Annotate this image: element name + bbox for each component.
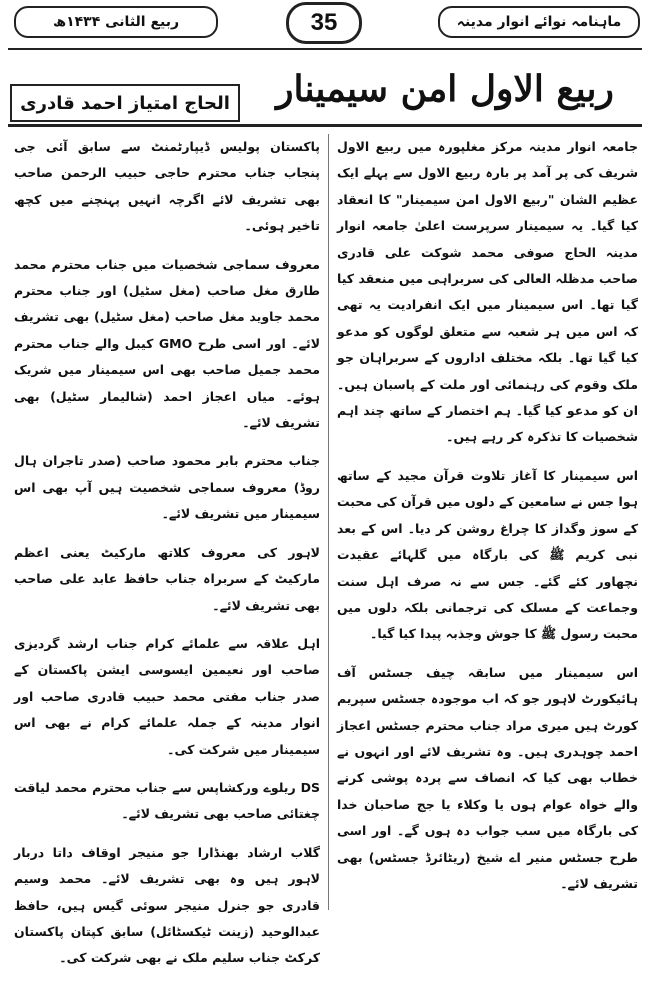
paragraph: لاہور کی معروف کلاتھ مارکیٹ یعنی اعظم مارکیٹ کے سربراہ جناب حافظ عابد علی صاحب بھی تشریف لائے۔ xyxy=(14,544,320,613)
paragraph: جامعہ انوار مدینہ مرکز مغلپورہ میں ربیع الاول شریف کی پر آمد پر بارہ ربیع الاول سے پہلے ایک عظیم الشان "ربیع الاول امن سیمینار" کا انعقاد کیا گیا۔ یہ سیمینار سرپرست اعلیٰ جامعہ انوار مدینہ الحاج صوفی محمد شوکت علی قادری صاحب مدظلہ العالی کی سربراہی میں منعقد کیا گیا تھا۔ اس سیمینار میں ایک انفرادیت یہ تھی کہ اس میں ہر شعبہ سے متعلق لوگوں کو مدعو کیا گیا تھا۔ بلکہ مختلف اداروں کے سربراہان جو ملک وقوم کی رہنمائی اور ملت کے پاسبان ہیں۔ ان کو مدعو کیا گیا۔ ہم اختصار کے ساتھ چند اہم شخصیات کا تذکرہ کر رہے ہیں۔ xyxy=(337,139,638,445)
article-title: ربیع الاول امن سیمینار xyxy=(276,68,614,110)
paragraph: اہل علاقہ سے علمائے کرام جناب ارشد گردیزی صاحب اور نعیمین ایسوسی ایشن پاکستان کے صدر جناب مفتی محمد حبیب قادری صاحب اور انوار مدینہ کے جملہ علمائے کرام نے بھی اس سیمینار میں شرکت کی۔ xyxy=(14,635,320,757)
paragraph: DS ریلوے ورکشاپس سے جناب محترم محمد لیاقت چغتائی صاحب بھی تشریف لائے۔ xyxy=(14,779,320,822)
left-column xyxy=(14,134,320,984)
page-number: 35 xyxy=(286,2,362,44)
paragraph: اس سیمینار کا آغاز تلاوت قرآن مجید کے ساتھ ہوا جس نے سامعین کے دلوں میں قرآن کی محبت کے سوز وگداز کا چراغ روشن کر دیا۔ اس کے بعد نبی کریم ﷺ کی بارگاہ میں گلہائے عقیدت نچھاور کئے گئے۔ جس سے نہ صرف اہل سنت وجماعت کے مسلک کی ترجمانی بلکہ دلوں میں محبت رسول ﷺ کا جوش وجذبہ پیدا کیا گیا۔ xyxy=(337,467,638,642)
title-rule xyxy=(8,124,642,127)
paragraph: اس سیمینار میں سابقہ چیف جسٹس آف ہائیکورٹ لاہور جو کہ اب موجودہ جسٹس سپریم کورٹ ہیں میری مراد جناب محترم جسٹس اعجاز احمد چوہدری ہیں۔ وہ تشریف لائے اور انہوں نے خطاب بھی کیا کہ انصاف سے پردہ پوشی کرنے والے خواہ عوام ہوں یا وکلاء یا جج صاحبان خدا کی بارگاہ میں سب جواب دہ ہوں گے۔ اور اسی طرح جسٹس منیر اے شیخ (ریٹائرڈ جسٹس) بھی تشریف لائے۔ xyxy=(337,664,638,891)
paragraph: پاکستان پولیس ڈیپارٹمنٹ سے سابق آئی جی پنجاب جناب محترم حاجی حبیب الرحمن صاحب بھی تشریف لائے اگرچہ انہیں پہنچنے میں کچھ تاخیر ہوئی۔ xyxy=(14,139,320,234)
paragraph: جناب محترم بابر محمود صاحب (صدر تاجران ہال روڈ) معروف سماجی شخصیت ہیں آپ بھی اس سیمینار میں تشریف لائے۔ xyxy=(14,453,320,522)
paragraph: گلاب ارشاد بھنڈارا جو منیجر اوقاف داتا دربار لاہور ہیں وہ بھی تشریف لائے۔ محمد وسیم قادری جو جنرل منیجر سوئی گیس ہیں، حافظ عبدالوحید (زینت ٹیکسٹائل) سابق کپتان پاکستان کرکٹ جناب سلیم ملک نے بھی شرکت کی۔ xyxy=(14,844,320,966)
column-divider xyxy=(328,134,329,910)
issue-date-label: ربیع الثانی ۱۴۳۴ھ xyxy=(14,6,218,38)
magazine-name: ماہنامہ نوائے انوار مدینہ xyxy=(438,6,640,38)
right-column xyxy=(337,134,638,909)
header-rule xyxy=(8,48,642,50)
paragraph: معروف سماجی شخصیات میں جناب محترم محمد طارق مغل صاحب (مغل سٹیل) اور جناب محترم محمد جاوید مغل صاحب (مغل سٹیل) بھی تشریف لائے۔ اور اسی طرح GMO کیبل والے جناب محترم محمد جمیل صاحب بھی اس سیمینار میں شریک ہوئے۔ میاں اعجاز احمد (شالیمار سٹیل) بھی تشریف لائے۔ xyxy=(14,256,320,431)
author-box: الحاج امتیاز احمد قادری xyxy=(10,84,240,122)
